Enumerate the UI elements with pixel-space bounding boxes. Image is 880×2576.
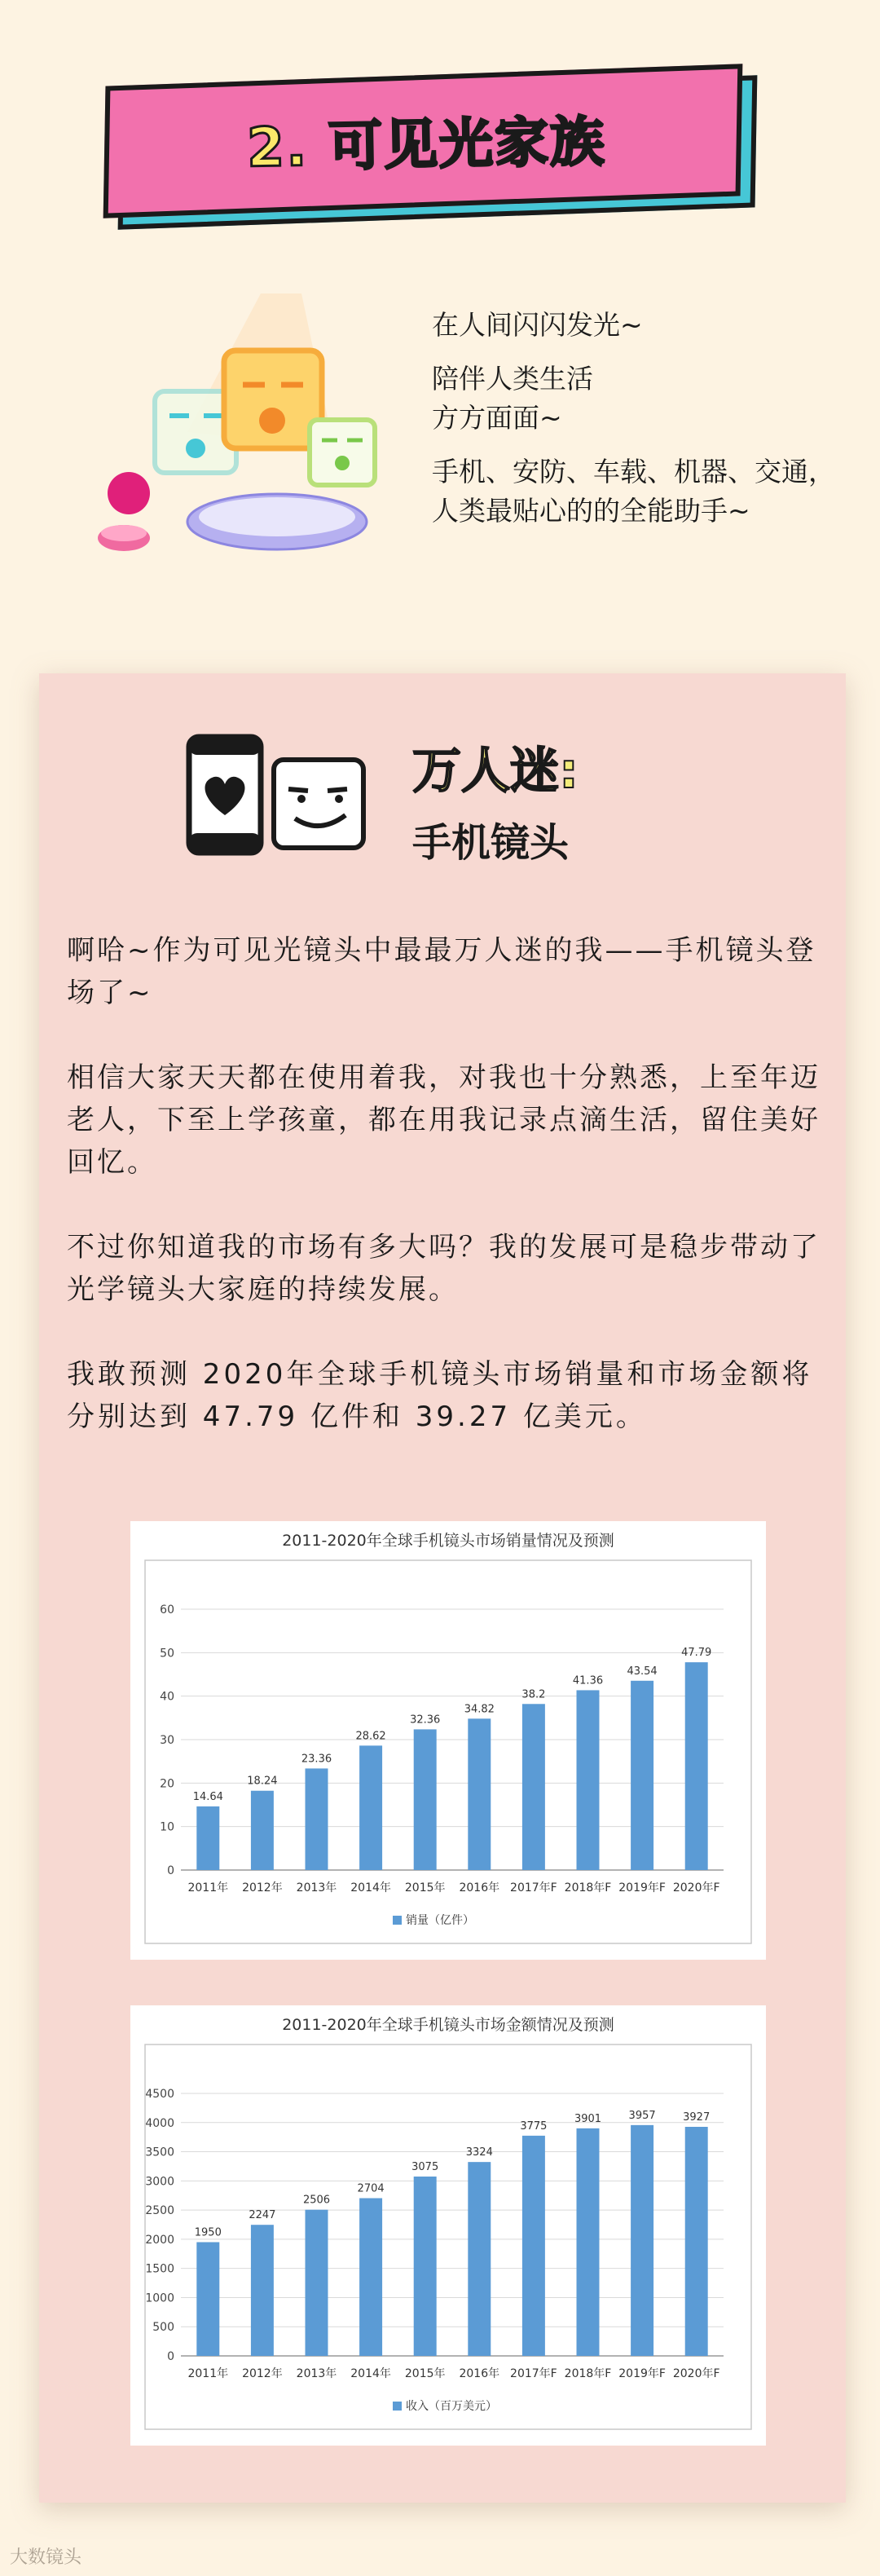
intro-text [432,306,839,545]
bar [359,2199,382,2356]
y-tick-label: 50 [160,1647,174,1661]
x-tick-label: 2014年 [350,1881,391,1895]
x-tick-label: 2011年 [187,2367,229,2380]
bar [196,1806,219,1870]
chart-title: 2011-2020年全球手机镜头市场金额情况及预测 [282,2016,614,2034]
data-label: 2506 [302,2194,331,2207]
data-label: 3901 [574,2112,602,2125]
x-tick-label: 2015年 [404,2367,446,2380]
bar [414,2177,437,2356]
x-tick-label: 2019年F [618,1881,666,1895]
revenue-chart [130,2005,766,2446]
bar [577,2128,600,2356]
bar [251,2225,274,2356]
bar [359,1745,382,1870]
bar [306,2210,328,2356]
section-subheading: 手机镜头 [412,820,570,866]
y-tick-label: 10 [160,1820,174,1834]
data-label: 41.36 [572,1674,604,1687]
x-tick-label: 2013年 [296,2367,337,2380]
y-tick-label: 0 [167,1864,174,1877]
data-label: 3324 [465,2146,493,2159]
data-label: 2704 [357,2182,385,2195]
bar [251,1791,274,1870]
x-tick-label: 2012年 [242,1881,283,1895]
page-title: 2. 可见光家族 [246,110,606,179]
y-tick-label: 3000 [145,2175,174,2189]
data-label: 47.79 [681,1647,712,1660]
bar [685,2127,708,2356]
bar [196,2242,219,2356]
y-tick-label: 4500 [145,2088,174,2101]
data-label: 1950 [194,2226,222,2239]
y-tick-label: 30 [160,1734,174,1747]
bar [631,1681,653,1870]
x-tick-label: 2020年F [672,2367,720,2380]
bar [468,1718,491,1870]
data-label: 34.82 [464,1703,495,1716]
y-tick-label: 4000 [145,2116,174,2130]
data-label: 3075 [411,2160,439,2173]
y-tick-label: 1000 [145,2291,174,2305]
data-label: 38.2 [521,1688,546,1701]
x-tick-label: 2017年F [510,1881,557,1895]
data-label: 43.54 [627,1665,658,1678]
watermark: 大数镜头 [10,2547,82,2568]
section-heading: 万人迷: [412,743,579,800]
revenue-chart-svg [130,2005,766,2446]
y-tick-label: 500 [152,2321,174,2335]
y-tick-label: 40 [160,1690,174,1704]
x-tick-label: 2012年 [242,2367,283,2380]
x-tick-label: 2020年F [672,1881,720,1895]
y-tick-label: 20 [160,1777,174,1791]
data-label: 2247 [249,2209,276,2222]
intro-line-3: 手机、安防、车载、机器、交通，人类最贴心的的全能助手~ [432,456,835,527]
x-tick-label: 2015年 [404,1881,446,1895]
bar [631,2125,653,2356]
paragraph-4: 我敢预测 2020年全球手机镜头市场销量和市场金额将分别达到 47.79 亿件和 39.27 亿美元。 [67,1358,813,1433]
phone-heart-icon [186,734,264,856]
x-tick-label: 2014年 [350,2367,391,2380]
x-tick-label: 2016年 [459,2367,500,2380]
x-tick-label: 2018年F [564,2367,612,2380]
intro-line-1: 在人间闪闪发光~ [432,309,643,341]
x-tick-label: 2017年F [510,2367,557,2380]
y-tick-label: 3500 [145,2146,174,2159]
paragraph-1: 啊哈~作为可见光镜头中最最万人迷的我——手机镜头登场了~ [67,934,816,1009]
lens-faces-illustration [90,293,399,571]
data-label: 18.24 [247,1775,278,1788]
x-tick-label: 2013年 [296,1881,337,1895]
y-tick-label: 2000 [145,2233,174,2247]
data-label: 14.64 [192,1790,223,1803]
legend-swatch [393,2402,402,2411]
bar [685,1662,708,1870]
section-body [67,929,825,1480]
bar [414,1729,437,1870]
paragraph-2: 相信大家天天都在使用着我，对我也十分熟悉，上至年迈老人，下至上学孩童，都在用我记录点滴生活，留住美好回忆。 [67,1061,821,1179]
y-tick-label: 60 [160,1603,174,1617]
x-tick-label: 2018年F [564,1881,612,1895]
paragraph-3: 不过你知道我的市场有多大吗？我的发展可是稳步带动了光学镜头大家庭的持续发展。 [67,1231,821,1306]
data-label: 23.36 [301,1753,332,1766]
x-tick-label: 2019年F [618,2367,666,2380]
intro-line-2: 陪伴人类生活 方方面面~ [432,363,593,434]
legend-label: 销量（亿件） [406,1914,474,1927]
legend-swatch [393,1916,402,1925]
bar [306,1768,328,1870]
y-tick-label: 2500 [145,2204,174,2218]
y-tick-label: 1500 [145,2262,174,2276]
sales-volume-chart-svg [130,1521,766,1960]
bar [577,1690,600,1870]
x-tick-label: 2016年 [459,1881,500,1895]
data-label: 3957 [628,2109,656,2122]
data-label: 28.62 [355,1730,386,1743]
data-label: 32.36 [410,1714,441,1727]
title-banner [104,75,748,220]
smirk-face-icon [271,756,367,851]
sales-volume-chart [130,1521,766,1960]
data-label: 3927 [683,2111,711,2124]
bar [522,1704,545,1870]
bar [468,2162,491,2356]
x-tick-label: 2011年 [187,1881,229,1895]
data-label: 3775 [520,2119,548,2133]
y-tick-label: 0 [167,2350,174,2363]
bar [522,2136,545,2356]
chart-title: 2011-2020年全球手机镜头市场销量情况及预测 [282,1532,614,1550]
legend-label: 收入（百万美元） [406,2400,497,2413]
